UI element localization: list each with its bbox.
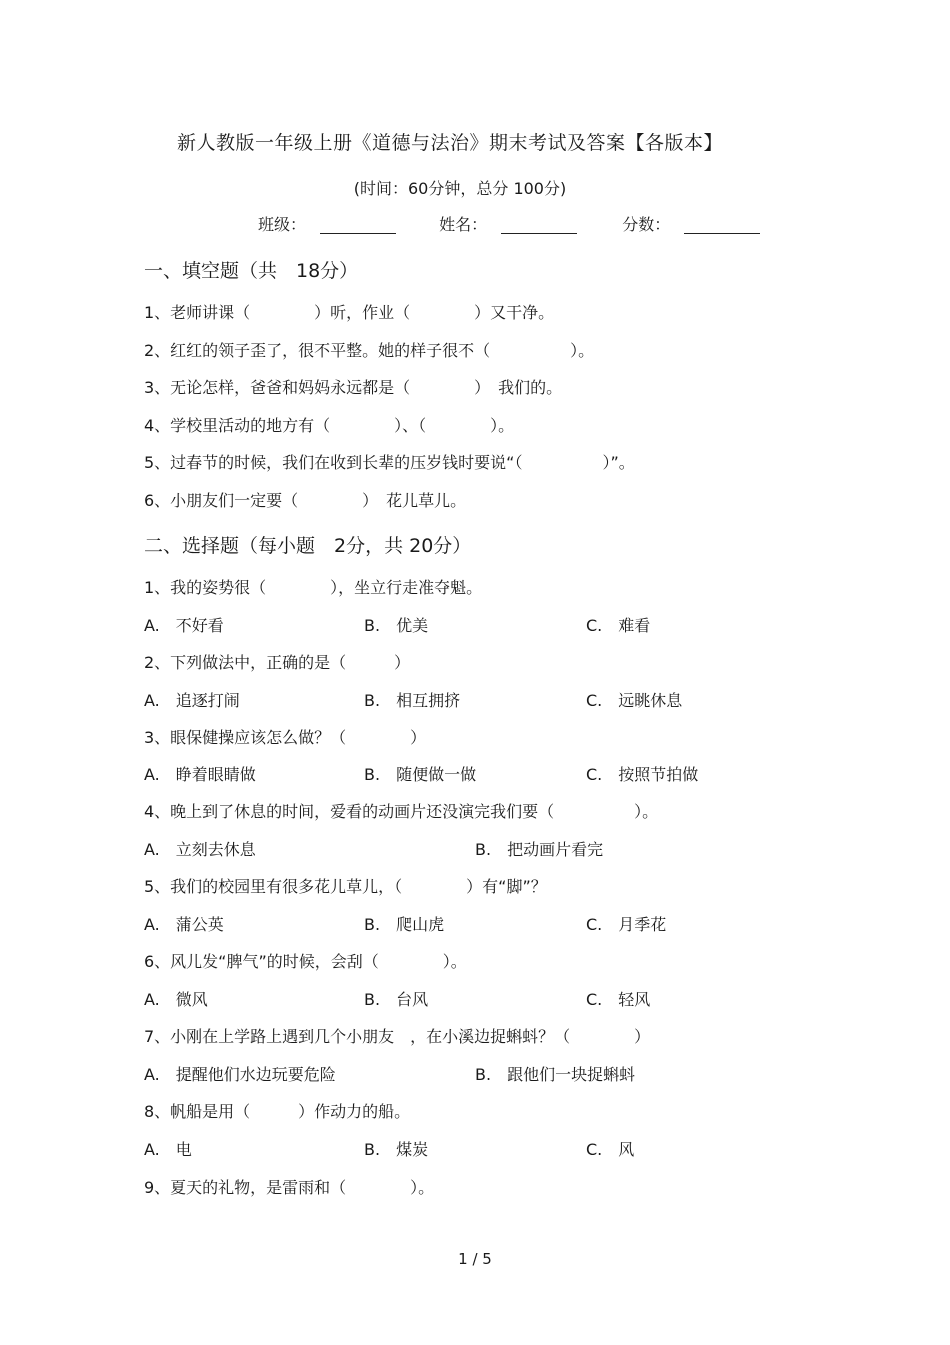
- section-2-heading: 二、选择题（每小题 2分，共 20分）: [144, 535, 472, 557]
- choice-question-stem: 1、我的姿势很（ ），坐立行走准夺魁。: [144, 578, 483, 597]
- option-b[interactable]: B. 爬山虎: [364, 915, 445, 934]
- score-label: 分数：: [622, 215, 671, 234]
- option-a[interactable]: A. 不好看: [144, 616, 224, 635]
- class-field: [258, 212, 396, 235]
- name-label: 姓名：: [439, 215, 488, 234]
- score-field: [622, 212, 760, 235]
- fill-question: 6、小朋友们一定要（ ） 花儿草儿。: [144, 491, 467, 510]
- option-b[interactable]: B. 台风: [364, 990, 429, 1009]
- option-a[interactable]: A. 微风: [144, 990, 208, 1009]
- class-blank[interactable]: [320, 215, 396, 234]
- choice-question-stem: 5、我们的校园里有很多花儿草儿，（ ）有“脚”？: [144, 877, 547, 896]
- option-c[interactable]: C. 难看: [586, 616, 651, 635]
- option-a[interactable]: A. 立刻去休息: [144, 840, 256, 859]
- fill-question: 4、学校里活动的地方有（ ）、（ ）。: [144, 416, 515, 435]
- fill-question: 1、老师讲课（ ）听，作业（ ）又干净。: [144, 303, 555, 322]
- section-1-heading: 一、填空题（共 18分）: [144, 260, 359, 282]
- option-a[interactable]: A. 提醒他们水边玩要危险: [144, 1065, 336, 1084]
- choice-question-stem: 9、夏天的礼物，是雷雨和（ ）。: [144, 1178, 435, 1197]
- option-c[interactable]: C. 风: [586, 1140, 635, 1159]
- exam-title: 新人教版一年级上册《道德与法治》期末考试及答案【各版本】: [176, 132, 723, 154]
- option-a[interactable]: A. 追逐打闹: [144, 691, 240, 710]
- option-b[interactable]: B. 跟他们一块捉蝌蚪: [475, 1065, 636, 1084]
- option-b[interactable]: B. 优美: [364, 616, 429, 635]
- exam-subtitle: (时间：60分钟，总分 100分): [353, 179, 567, 198]
- option-a[interactable]: A. 蒲公英: [144, 915, 224, 934]
- option-a[interactable]: A. 睁着眼睛做: [144, 765, 256, 784]
- score-blank[interactable]: [684, 215, 760, 234]
- option-b[interactable]: B. 随便做一做: [364, 765, 477, 784]
- class-label: 班级：: [258, 215, 307, 234]
- option-c[interactable]: C. 月季花: [586, 915, 667, 934]
- fill-question: 3、无论怎样，爸爸和妈妈永远都是（ ） 我们的。: [144, 378, 563, 397]
- option-c[interactable]: C. 按照节拍做: [586, 765, 699, 784]
- name-blank[interactable]: [501, 215, 577, 234]
- option-c[interactable]: C. 远眺休息: [586, 691, 683, 710]
- choice-question-stem: 7、小刚在上学路上遇到几个小朋友 ，在小溪边捉蝌蚪？（ ）: [144, 1027, 651, 1046]
- choice-question-stem: 6、风儿发“脾气”的时候，会刮（ ）。: [144, 952, 467, 971]
- fill-question: 5、过春节的时候，我们在收到长辈的压岁钱时要说“（ ）”。: [144, 453, 635, 472]
- option-b[interactable]: B. 煤炭: [364, 1140, 429, 1159]
- choice-question-stem: 8、帆船是用（ ）作动力的船。: [144, 1102, 411, 1121]
- fill-question: 2、红红的领子歪了，很不平整。她的样子很不（ ）。: [144, 341, 595, 360]
- option-b[interactable]: B. 相互拥挤: [364, 691, 461, 710]
- choice-question-stem: 4、晚上到了休息的时间，爱看的动画片还没演完我们要（ ）。: [144, 802, 659, 821]
- student-info-line: [258, 212, 760, 235]
- option-c[interactable]: C. 轻风: [586, 990, 651, 1009]
- option-b[interactable]: B. 把动画片看完: [475, 840, 604, 859]
- page-number: 1 / 5: [458, 1250, 492, 1268]
- name-field: [439, 212, 577, 235]
- choice-question-stem: 3、眼保健操应该怎么做？（ ）: [144, 728, 427, 747]
- option-a[interactable]: A. 电: [144, 1140, 192, 1159]
- choice-question-stem: 2、下列做法中，正确的是（ ）: [144, 653, 411, 672]
